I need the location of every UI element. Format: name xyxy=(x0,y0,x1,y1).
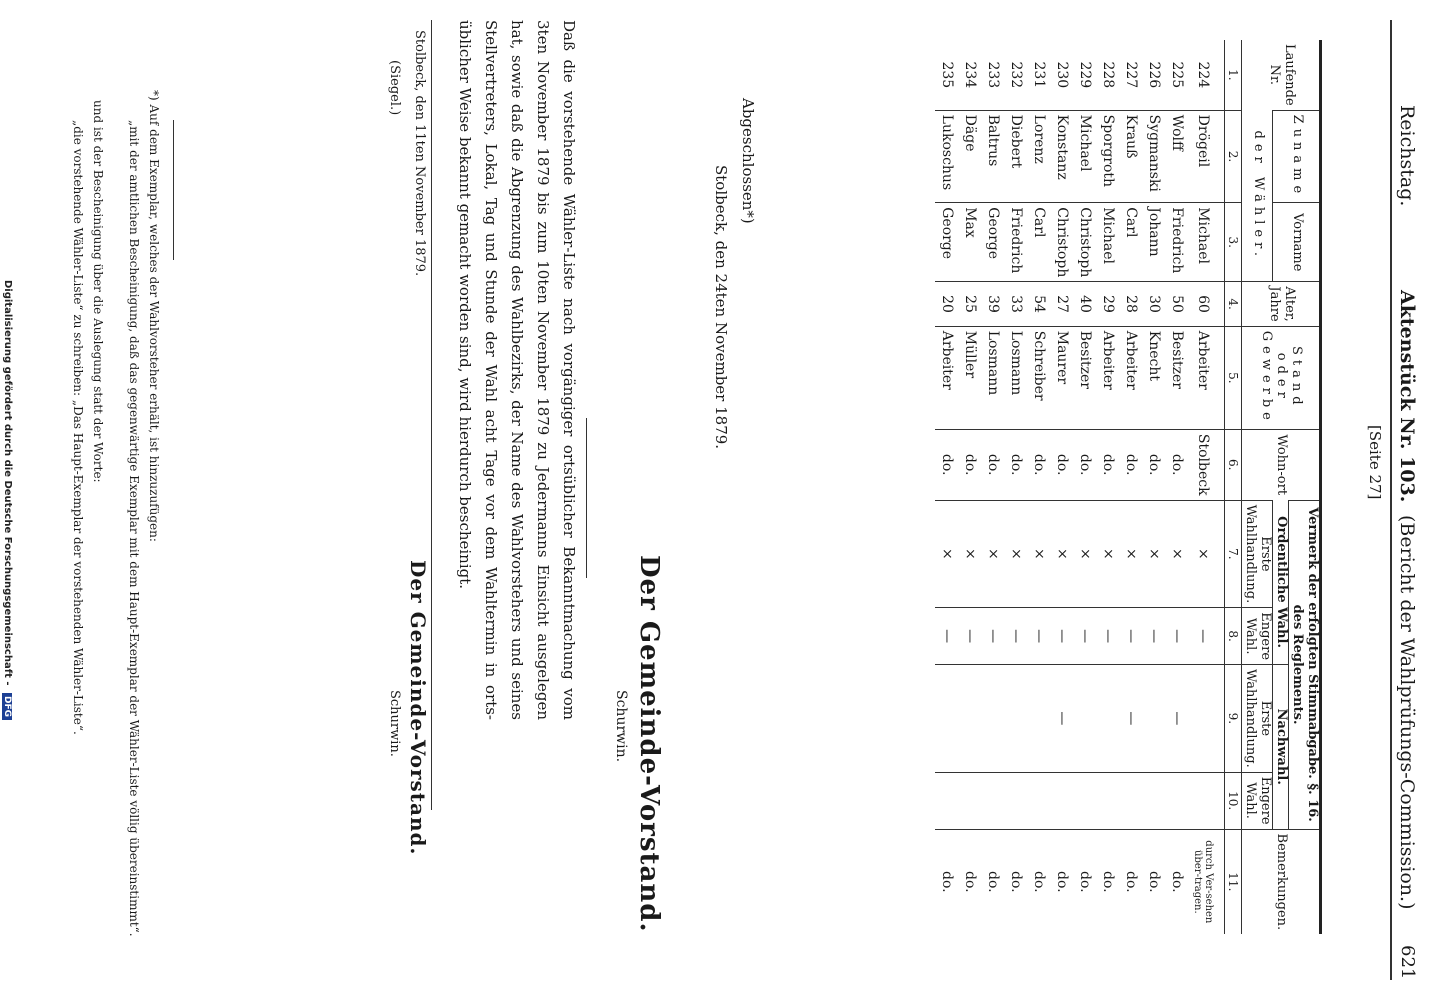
cell-nr: 230 xyxy=(1053,61,1070,89)
cell-bemerkungen: do. xyxy=(1142,829,1165,934)
gemeinde-vorstand-2: Der Gemeinde-Vorstand. xyxy=(406,560,430,856)
cell-vorname: Carl xyxy=(1027,203,1050,282)
col-number: 4. xyxy=(1225,282,1242,326)
cell-nr: 232 xyxy=(1007,61,1024,89)
cell-alter: 33 xyxy=(1004,282,1027,326)
cell-bemerkungen: do. xyxy=(1027,829,1050,934)
cell-wohnort: do. xyxy=(1050,429,1073,500)
footnote-line-2: „mit der amtlichen Bescheinigung, daß das gegenwärtige Exemplar mit dem Haupt-Exemplar der Wähler-Liste völlig übereinstimmt“. xyxy=(127,120,141,937)
header-der-waehler: der Wähler. xyxy=(1242,110,1273,282)
place-date-2: Stolbeck, den 11ten November 1879. xyxy=(412,30,427,277)
footnote-line-4: „die vorstehende Wähler-Liste“ zu schreiben: „Das Haupt-Exemplar der vorstehenden Wähler-Liste“. xyxy=(71,120,85,735)
header-nachwahl: Nachwahl. xyxy=(1273,665,1289,829)
cell-stand: Müller xyxy=(958,326,981,429)
header-alter: Alter, Jahre xyxy=(1242,282,1321,326)
col-number: 2. xyxy=(1225,110,1242,203)
header-engere-wahl-2: Engere Wahl. xyxy=(1242,772,1273,829)
cell-alter: 60 xyxy=(1188,282,1225,326)
cell-nachwahl-engere xyxy=(1142,772,1165,829)
cell-erste-wahl: × xyxy=(1142,500,1165,608)
cell-bemerkungen: durch Ver-sehen über-tragen. xyxy=(1188,829,1225,934)
running-header-left: Reichstag. xyxy=(1396,105,1418,207)
col-number: 7. xyxy=(1225,500,1242,608)
cell-nr: 233 xyxy=(984,61,1001,89)
abgeschlossen: Abgeschlossen*) xyxy=(739,98,757,224)
cell-nachwahl-erste: — xyxy=(1165,665,1188,773)
running-header-title: Aktenstück Nr. 103. xyxy=(1396,290,1418,503)
cell-erste-wahl: × xyxy=(981,500,1004,608)
cell-nachwahl-engere xyxy=(958,772,981,829)
place-date-1: Stolbeck, den 24ten November 1879. xyxy=(712,165,730,450)
header-ordentliche-wahl: Ordentliche Wahl. xyxy=(1273,500,1289,664)
cell-engere-wahl: — xyxy=(1050,608,1073,665)
cell-bemerkungen: do. xyxy=(1165,829,1188,934)
cell-zuname: Sygmanski xyxy=(1142,110,1165,203)
cell-vorname: Carl xyxy=(1119,203,1142,282)
cell-vorname: George xyxy=(935,203,958,282)
cell-nachwahl-erste xyxy=(958,665,981,773)
cell-nachwahl-engere xyxy=(1027,772,1050,829)
cell-nr: 227 xyxy=(1122,61,1139,89)
cell-stand: Arbeiter xyxy=(1096,326,1119,429)
cell-alter: 54 xyxy=(1027,282,1050,326)
cell-stand: Arbeiter xyxy=(1119,326,1142,429)
footnote-line-1: *) Auf dem Exemplar, welches der Wahlvorsteher erhält, ist hinzuzufügen: xyxy=(147,90,161,542)
cell-engere-wahl: — xyxy=(1119,608,1142,665)
cell-nachwahl-engere xyxy=(1004,772,1027,829)
cell-erste-wahl: × xyxy=(958,500,981,608)
cell-vorname: Christoph xyxy=(1050,203,1073,282)
divider xyxy=(586,418,587,578)
cell-nachwahl-engere xyxy=(1073,772,1096,829)
header-lfd: Laufende Nr. xyxy=(1242,40,1321,110)
cell-erste-wahl: × xyxy=(1096,500,1119,608)
cell-nr: 228 xyxy=(1099,61,1116,89)
header-zuname: Zuname xyxy=(1273,110,1321,203)
cell-nr: 226 xyxy=(1145,61,1162,89)
header-engere-wahl-1: Engere Wahl. xyxy=(1242,608,1273,665)
cell-stand: Schreiber xyxy=(1027,326,1050,429)
col-number: 11. xyxy=(1225,829,1242,934)
cell-vorname: Michael xyxy=(1096,203,1119,282)
gemeinde-vorstand-1: Der Gemeinde-Vorstand. xyxy=(634,555,664,933)
cell-alter: 20 xyxy=(935,282,958,326)
cell-engere-wahl: — xyxy=(1142,608,1165,665)
table-row xyxy=(935,40,958,934)
cell-nachwahl-engere xyxy=(1119,772,1142,829)
cell-erste-wahl: × xyxy=(1165,500,1188,608)
table-row xyxy=(1188,40,1225,934)
cell-stand: Losmann xyxy=(981,326,1004,429)
cell-nachwahl-engere xyxy=(1050,772,1073,829)
cell-engere-wahl: — xyxy=(1073,608,1096,665)
cell-alter: 50 xyxy=(1165,282,1188,326)
cell-engere-wahl: — xyxy=(1096,608,1119,665)
cell-nachwahl-erste xyxy=(1004,665,1027,773)
col-number: 9. xyxy=(1225,665,1242,773)
cell-nr: 235 xyxy=(938,61,955,89)
table-row xyxy=(1119,40,1142,934)
cell-erste-wahl: × xyxy=(1027,500,1050,608)
header-vermerk: Vermerk der erfolgten Stimmabgabe. §. 16. des Reglements. xyxy=(1289,500,1321,829)
cell-erste-wahl: × xyxy=(1004,500,1027,608)
cell-nr: 224 xyxy=(1195,61,1212,89)
cell-zuname: Drögeil xyxy=(1188,110,1225,203)
table-row xyxy=(1073,40,1096,934)
cell-vorname: Friedrich xyxy=(1004,203,1027,282)
cell-nr: 229 xyxy=(1076,61,1093,89)
cell-erste-wahl: × xyxy=(935,500,958,608)
col-number: 8. xyxy=(1225,608,1242,665)
divider xyxy=(431,20,432,810)
cell-wohnort: do. xyxy=(1004,429,1027,500)
cell-alter: 39 xyxy=(981,282,1004,326)
table-row xyxy=(958,40,981,934)
cell-engere-wahl: — xyxy=(958,608,981,665)
dfg-attribution xyxy=(2,0,13,1000)
cell-bemerkungen: do. xyxy=(1050,829,1073,934)
cell-wohnort: do. xyxy=(1027,429,1050,500)
header-erste-wahlhandlung-1: Erste Wahlhandlung. xyxy=(1242,500,1273,608)
dfg-logo: DFG xyxy=(2,693,12,720)
col-number: 3. xyxy=(1225,203,1242,282)
header-vorname: Vorname xyxy=(1273,203,1321,282)
col-number: 1. xyxy=(1225,40,1242,110)
table-row xyxy=(1142,40,1165,934)
cell-wohnort: do. xyxy=(1073,429,1096,500)
cell-nachwahl-erste xyxy=(1096,665,1119,773)
cell-bemerkungen: do. xyxy=(1119,829,1142,934)
cell-zuname: Wolff xyxy=(1165,110,1188,203)
seite-marker: [Seite 27] xyxy=(1366,425,1384,500)
cell-bemerkungen: do. xyxy=(1096,829,1119,934)
cell-vorname: Michael xyxy=(1188,203,1225,282)
cell-engere-wahl: — xyxy=(1004,608,1027,665)
cell-nachwahl-engere xyxy=(1165,772,1188,829)
footnote-rule xyxy=(173,120,174,260)
cell-nr: 231 xyxy=(1030,61,1047,89)
cell-alter: 28 xyxy=(1119,282,1142,326)
siegel: (Siegel.) xyxy=(387,60,402,116)
cell-zuname: Däge xyxy=(958,110,981,203)
cell-wohnort: do. xyxy=(1096,429,1119,500)
cell-alter: 30 xyxy=(1142,282,1165,326)
cell-wohnort: do. xyxy=(981,429,1004,500)
header-bemerkungen: Bemerkungen. xyxy=(1242,829,1321,934)
cell-zuname: Lorenz xyxy=(1027,110,1050,203)
cell-bemerkungen: do. xyxy=(981,829,1004,934)
cell-zuname: Diebert xyxy=(1004,110,1027,203)
cell-nachwahl-erste xyxy=(935,665,958,773)
cell-nachwahl-erste xyxy=(1188,665,1225,773)
header-rule xyxy=(1390,20,1392,980)
cell-erste-wahl: × xyxy=(1188,500,1225,608)
cell-zuname: Lukoschus xyxy=(935,110,958,203)
cell-vorname: George xyxy=(981,203,1004,282)
cell-nachwahl-erste: — xyxy=(1119,665,1142,773)
page-number: 621 xyxy=(1397,945,1418,980)
cell-erste-wahl: × xyxy=(1073,500,1096,608)
cell-stand: Maurer xyxy=(1050,326,1073,429)
cell-vorname: Max xyxy=(958,203,981,282)
table-row xyxy=(1050,40,1073,934)
cell-alter: 40 xyxy=(1073,282,1096,326)
cell-stand: Arbeiter xyxy=(1188,326,1225,429)
voter-list-table xyxy=(935,40,1322,934)
cell-zuname: Krauß xyxy=(1119,110,1142,203)
cell-nr: 234 xyxy=(961,61,978,89)
cell-nachwahl-erste xyxy=(981,665,1004,773)
cell-zuname: Sporgroth xyxy=(1096,110,1119,203)
cell-engere-wahl: — xyxy=(1027,608,1050,665)
cell-nachwahl-engere xyxy=(935,772,958,829)
cell-wohnort: do. xyxy=(1119,429,1142,500)
cell-alter: 27 xyxy=(1050,282,1073,326)
cell-bemerkungen: do. xyxy=(958,829,981,934)
cell-bemerkungen: do. xyxy=(1073,829,1096,934)
cell-nachwahl-erste xyxy=(1027,665,1050,773)
cell-erste-wahl: × xyxy=(1119,500,1142,608)
cell-zuname: Baltrus xyxy=(981,110,1004,203)
col-number: 5. xyxy=(1225,326,1242,429)
cell-wohnort: do. xyxy=(1142,429,1165,500)
cell-engere-wahl: — xyxy=(1165,608,1188,665)
table-row xyxy=(1004,40,1027,934)
cell-vorname: Christoph xyxy=(1073,203,1096,282)
signature-name-2: Schurwin. xyxy=(387,690,402,757)
header-stand: Stand oder Gewerbe xyxy=(1242,326,1321,429)
cell-wohnort: do. xyxy=(935,429,958,500)
certification-paragraph: Daß die vorstehende Wähler-Liste nach vorgängiger ortsüblicher Bekanntmachung vom 3ten November 1879 bis zum 10ten November 1879 zu Jedermanns Einsicht ausgelegen hat, sowie daß die Abgrenzung des Wahlbezirks, der Name des Wahlvorstehers und seines Stellvertreters, Lokal, Tag und Stunde der Wahl acht Tage vor dem Wahltermin in orts-üblicher Weise bekannt gemacht worden sind, wird hierdurch bescheinigt. xyxy=(456,20,578,720)
cell-nachwahl-engere xyxy=(981,772,1004,829)
signature-name-1: Schurwin. xyxy=(613,690,629,763)
cell-stand: Losmann xyxy=(1004,326,1027,429)
cell-vorname: Friedrich xyxy=(1165,203,1188,282)
cell-alter: 25 xyxy=(958,282,981,326)
table-row xyxy=(981,40,1004,934)
cell-nachwahl-erste xyxy=(1073,665,1096,773)
cell-nachwahl-erste xyxy=(1142,665,1165,773)
running-header-subtitle: (Bericht der Wahlprüfungs-Commission.) xyxy=(1396,515,1418,910)
cell-nr: 225 xyxy=(1168,61,1185,89)
cell-bemerkungen: do. xyxy=(1004,829,1027,934)
cell-engere-wahl: — xyxy=(1188,608,1225,665)
cell-erste-wahl: × xyxy=(1050,500,1073,608)
cell-stand: Arbeiter xyxy=(935,326,958,429)
cell-vorname: Johann xyxy=(1142,203,1165,282)
cell-wohnort: do. xyxy=(1165,429,1188,500)
header-erste-wahlhandlung-2: Erste Wahlhandlung. xyxy=(1242,665,1273,773)
table-row xyxy=(1165,40,1188,934)
cell-stand: Besitzer xyxy=(1073,326,1096,429)
cell-zuname: Konstanz xyxy=(1050,110,1073,203)
col-number: 10. xyxy=(1225,772,1242,829)
cell-wohnort: Stolbeck xyxy=(1188,429,1225,500)
table-row xyxy=(1096,40,1119,934)
cell-nachwahl-engere xyxy=(1188,772,1225,829)
col-number: 6. xyxy=(1225,429,1242,500)
cell-alter: 29 xyxy=(1096,282,1119,326)
cell-zuname: Michael xyxy=(1073,110,1096,203)
cell-nachwahl-engere xyxy=(1096,772,1119,829)
dfg-attribution-text: Digitalisierung gefördert durch die Deutsche Forschungsgemeinschaft - xyxy=(2,279,13,686)
cell-stand: Knecht xyxy=(1142,326,1165,429)
header-wohnort: Wohn-ort xyxy=(1242,429,1321,500)
cell-nachwahl-erste: — xyxy=(1050,665,1073,773)
cell-bemerkungen: do. xyxy=(935,829,958,934)
footnote-line-3: und ist der Bescheinigung über die Auslegung statt der Worte: xyxy=(91,100,105,483)
cell-engere-wahl: — xyxy=(981,608,1004,665)
cell-wohnort: do. xyxy=(958,429,981,500)
cell-engere-wahl: — xyxy=(935,608,958,665)
cell-stand: Besitzer xyxy=(1165,326,1188,429)
table-row xyxy=(1027,40,1050,934)
